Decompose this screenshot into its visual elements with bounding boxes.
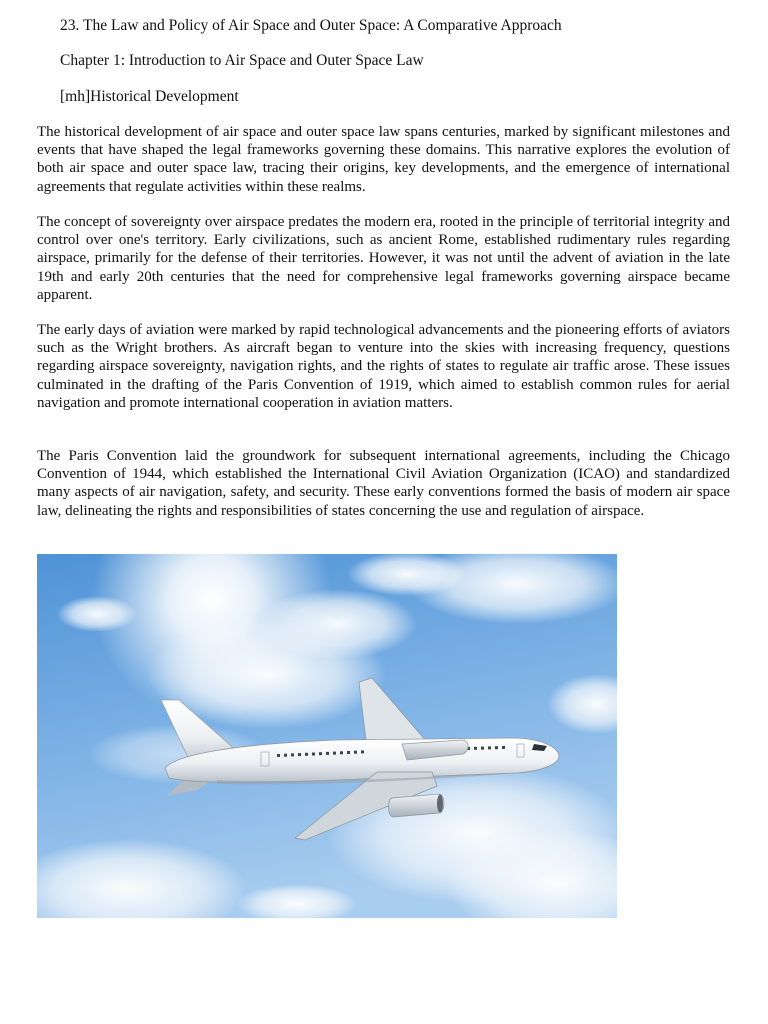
paragraph-3: The early days of aviation were marked by rapid technological advancements and the pioneering efforts of aviators such as the Wright brothers. As aircraft began to venture into the skies with increasing frequency, questions regarding airspace sovereignty, navigation rights, and the rights of states to regulate air traffic arose. These issues culminated in the drafting of the Paris Convention of 1919, which aimed to establish common rules for aerial navigation and promote international cooperation in aviation matters. [37,322,730,411]
paragraph-2: The concept of sovereignty over airspace predates the modern era, rooted in the principle of territorial integrity and control over one's territory. Early civilizations, such as ancient Rome, established rudimentary rules regarding airspace, primarily for the defense of their territories. However, it was not until the advent of aviation in the late 19th and early 20th centuries that the need for comprehensive legal frameworks governing airspace became apparent. [37,214,730,303]
subheading: [mh]Historical Development [60,88,239,105]
airplane-illustration [37,554,617,918]
paragraph-4: The Paris Convention laid the groundwork for subsequent international agreements, including the Chicago Convention of 1944, which established the International Civil Aviation Organization (ICAO) and standardized many aspects of air navigation, safety, and security. These early conventions formed the basis of modern air space law, delineating the rights and responsibilities of states concerning the use and regulation of airspace. [37,448,730,519]
chapter-title: Chapter 1: Introduction to Air Space and Outer Space Law [60,52,424,69]
airplane-photo [37,554,617,918]
paragraph-1: The historical development of air space and outer space law spans centuries, marked by significant milestones and events that have shaped the legal frameworks governing these domains. This narrative explores the evolution of both air space and outer space law, tracing their origins, key developments, and the emergence of international agreements that regulate activities within these realms. [37,124,730,195]
section-title: 23. The Law and Policy of Air Space and Outer Space: A Comparative Approach [60,17,562,34]
